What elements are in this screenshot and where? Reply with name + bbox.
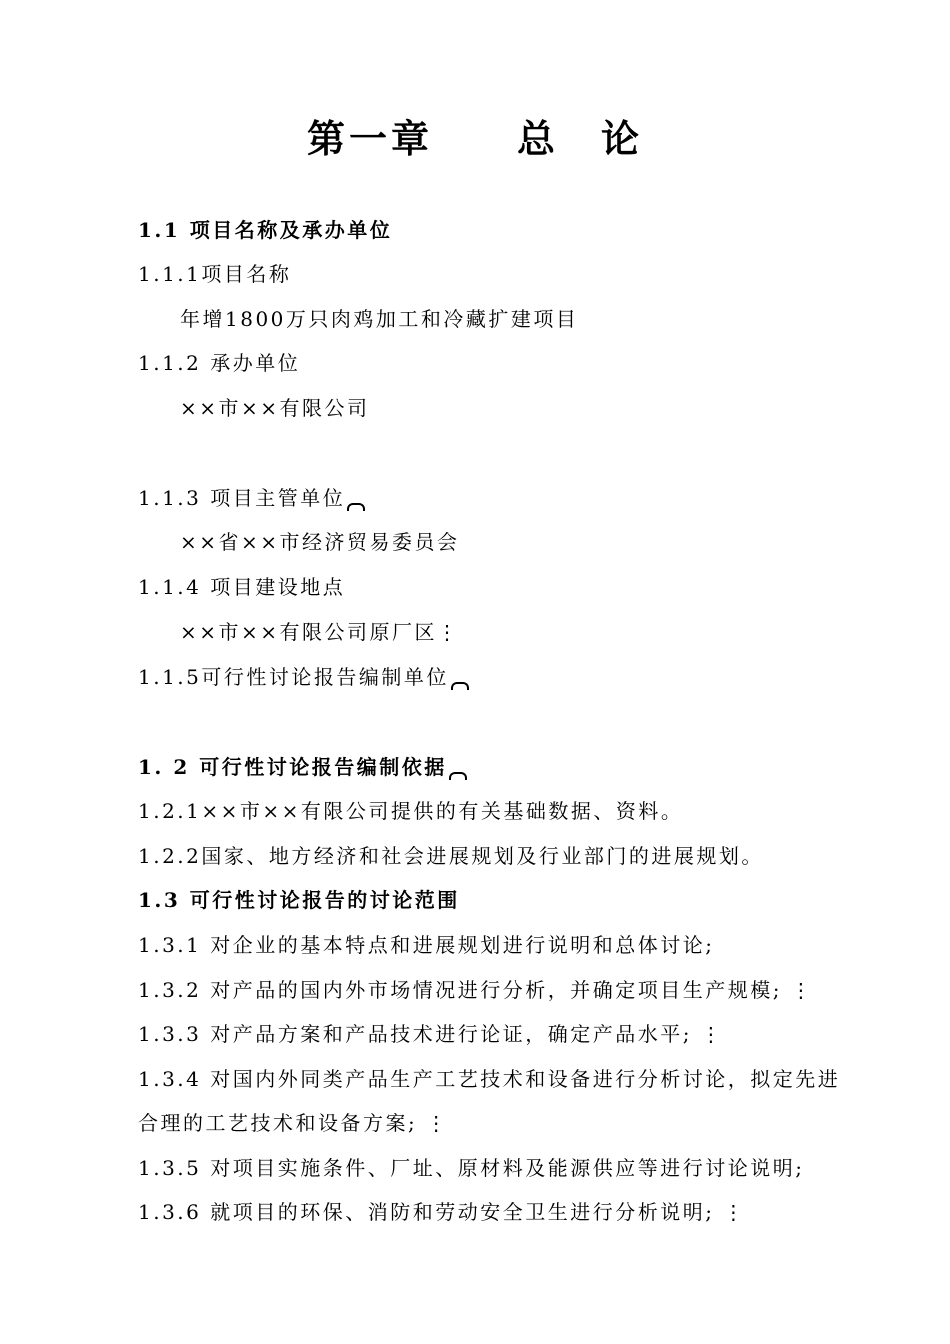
- line-text: ××市××有限公司: [180, 396, 370, 420]
- subsection-1-3-4-continued: [138, 1109, 449, 1137]
- line-text: 1.1 项目名称及承办单位: [138, 218, 393, 242]
- line-text: 1.1.2 承办单位: [138, 351, 301, 375]
- line-text: 合理的工艺技术和设备方案; ⋮: [138, 1111, 449, 1135]
- line-text: 1.3.4 对国内外同类产品生产工艺技术和设备进行分析讨论，拟定先进: [138, 1067, 841, 1091]
- organizer-value: [180, 394, 370, 422]
- project-name-value: [180, 305, 578, 333]
- line-text: 1.1.1项目名称: [138, 262, 292, 286]
- line-text: 1.3.5 对项目实施条件、厂址、原材料及能源供应等进行讨论说明;: [138, 1156, 805, 1180]
- subsection-1-3-5: [138, 1154, 804, 1182]
- subsection-1-1-5: [138, 663, 469, 691]
- subsection-1-3-4: [138, 1065, 840, 1093]
- line-text: 1.1.5可行性讨论报告编制单位: [138, 665, 449, 689]
- subsection-1-3-3: [138, 1020, 723, 1048]
- line-text: 1.3.2 对产品的国内外市场情况进行分析，并确定项目生产规模; ⋮: [138, 978, 814, 1002]
- line-text: 1.1.4 项目建设地点: [138, 575, 346, 599]
- section-heading-1-3: [138, 886, 460, 914]
- subsection-1-1-4: [138, 573, 345, 601]
- line-text: 1.3 可行性讨论报告的讨论范围: [138, 888, 460, 912]
- subsection-1-1-2: [138, 349, 300, 377]
- subsection-1-1-3: [138, 484, 365, 512]
- line-text: 1.2.2国家、地方经济和社会进展规划及行业部门的进展规划。: [138, 844, 764, 868]
- line-text: 1.3.6 就项目的环保、消防和劳动安全卫生进行分析说明; ⋮: [138, 1200, 746, 1224]
- section-heading-1-1: [138, 216, 392, 244]
- supervisor-value: [180, 528, 460, 556]
- subsection-1-2-2: [138, 842, 764, 870]
- line-text: 1.1.3 项目主管单位: [138, 486, 346, 510]
- edit-mark-icon: [449, 772, 467, 780]
- line-text: 1.2.1××市××有限公司提供的有关基础数据、资料。: [138, 799, 684, 823]
- edit-mark-icon: [347, 503, 365, 511]
- line-text: 1.3.3 对产品方案和产品技术进行论证，确定产品水平; ⋮: [138, 1022, 724, 1046]
- edit-mark-icon: [451, 682, 469, 690]
- line-text: 年增1800万只肉鸡加工和冷藏扩建项目: [180, 307, 579, 331]
- line-text: 1.3.1 对企业的基本特点和进展规划进行说明和总体讨论;: [138, 933, 715, 957]
- subsection-1-1-1: [138, 260, 291, 288]
- chapter-title: 第一章 总 论: [306, 116, 643, 161]
- subsection-1-3-2: [138, 976, 813, 1004]
- subsection-1-3-6: [138, 1198, 746, 1226]
- location-value: [180, 618, 460, 646]
- section-heading-1-2: [138, 753, 467, 781]
- subsection-1-2-1: [138, 797, 683, 825]
- subsection-1-3-1: [138, 931, 714, 959]
- line-text: 1. 2 可行性讨论报告编制依据: [138, 755, 447, 779]
- line-text: ××市××有限公司原厂区⋮: [180, 620, 460, 644]
- line-text: ××省××市经济贸易委员会: [180, 530, 460, 554]
